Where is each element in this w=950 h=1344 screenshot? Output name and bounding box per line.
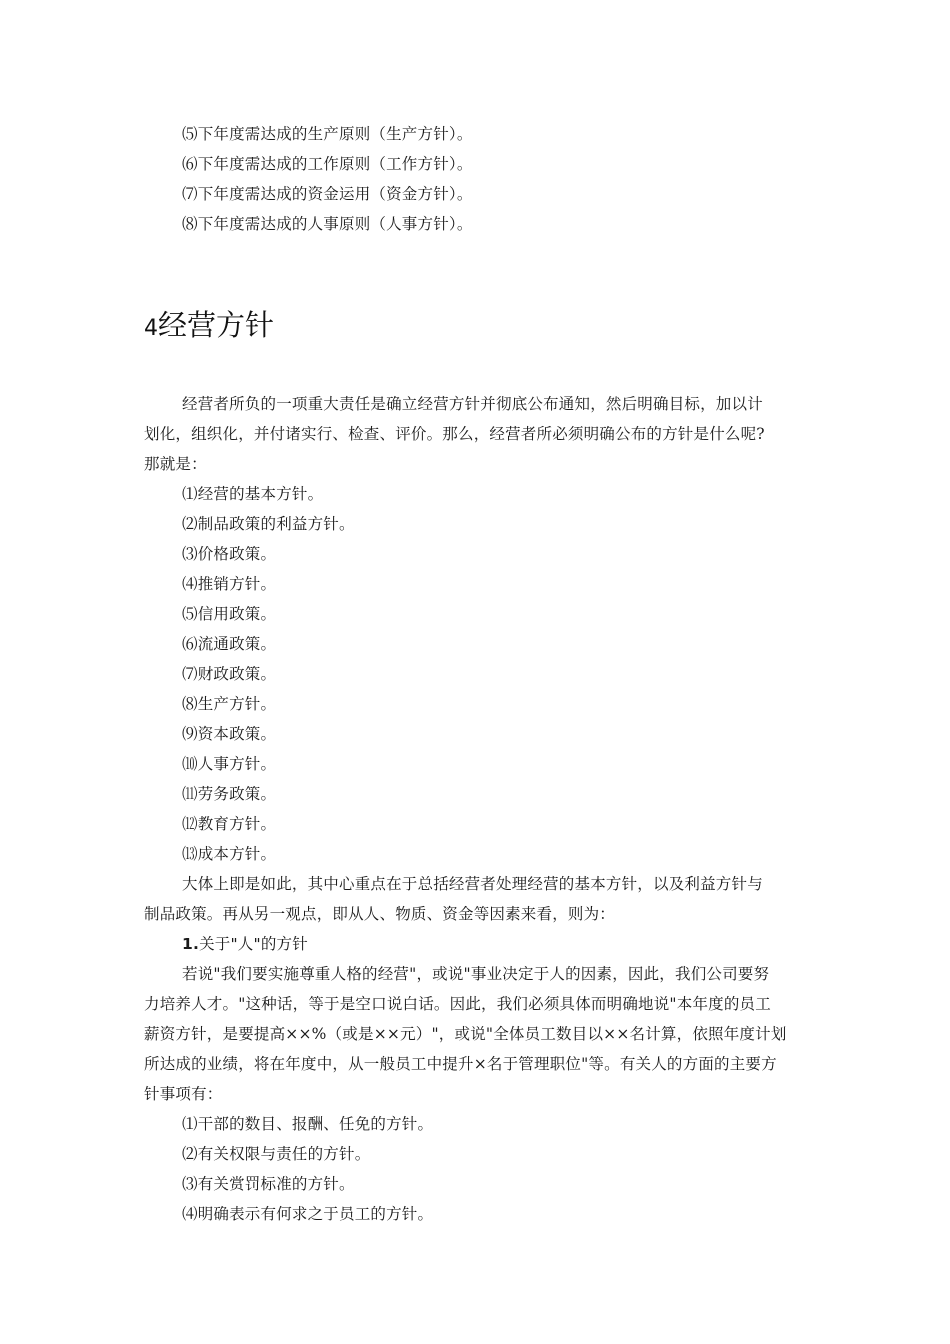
- subsection-number: 1.: [182, 935, 200, 953]
- top-list-item-7: ⑺下年度需达成的资金运用（资金方针）。: [182, 185, 473, 203]
- people-para-line-2: 力培养人才。"这种话，等于是空口说白话。因此，我们必须具体而明确地说"本年度的员工: [144, 995, 771, 1013]
- section-title: 经营方针: [158, 308, 275, 342]
- subsection-heading: [182, 934, 308, 954]
- policy-item: ⑾劳务政策。: [182, 785, 277, 803]
- policy-item: ⑶价格政策。: [182, 545, 277, 563]
- policy-item: ⑼资本政策。: [182, 725, 277, 743]
- policy-item: ⑷推销方针。: [182, 575, 277, 593]
- people-para-line-1: 若说"我们要实施尊重人格的经营"，或说"事业决定于人的因素，因此，我们公司要努: [182, 965, 770, 983]
- policy-item: ⒀成本方针。: [182, 845, 277, 863]
- policy-item: ⑿教育方针。: [182, 815, 277, 833]
- people-item: ⑴干部的数目、报酬、任免的方针。: [182, 1115, 434, 1133]
- intro-line-3: 那就是：: [144, 455, 207, 473]
- summary-line-1: 大体上即是如此，其中心重点在于总括经营者处理经营的基本方针，以及利益方针与: [182, 875, 763, 893]
- policy-item: ⑺财政政策。: [182, 665, 277, 683]
- section-heading: [144, 305, 274, 349]
- people-item: ⑶有关赏罚标准的方针。: [182, 1175, 355, 1193]
- people-para-line-5: 针事项有：: [144, 1085, 223, 1103]
- intro-line-1: 经营者所负的一项重大责任是确立经营方针并彻底公布通知，然后明确目标，加以计: [182, 395, 763, 413]
- policy-item: ⑻生产方针。: [182, 695, 277, 713]
- top-list-item-5: ⑸下年度需达成的生产原则（生产方针）。: [182, 125, 473, 143]
- policy-item: ⑵制品政策的利益方针。: [182, 515, 355, 533]
- subsection-title: 关于"人"的方针: [199, 935, 308, 953]
- people-para-line-4: 所达成的业绩，将在年度中，从一般员工中提升×名于管理职位"等。有关人的方面的主要方: [144, 1055, 777, 1073]
- intro-line-2: 划化，组织化，并付诸实行、检查、评价。那么，经营者所必须明确公布的方针是什么呢?: [144, 425, 765, 443]
- policy-item: ⑽人事方针。: [182, 755, 277, 773]
- top-list-item-6: ⑹下年度需达成的工作原则（工作方针）。: [182, 155, 473, 173]
- people-item: ⑵有关权限与责任的方针。: [182, 1145, 371, 1163]
- section-number: 4: [144, 316, 158, 341]
- policy-item: ⑸信用政策。: [182, 605, 277, 623]
- people-para-line-3: 薪资方针，是要提高××%（或是××元）"，或说"全体员工数目以××名计算，依照年度计划: [144, 1025, 787, 1043]
- policy-item: ⑹流通政策。: [182, 635, 277, 653]
- top-list-item-8: ⑻下年度需达成的人事原则（人事方针）。: [182, 215, 473, 233]
- summary-line-2: 制品政策。再从另一观点，即从人、物质、资金等因素来看，则为：: [144, 905, 616, 923]
- people-item: ⑷明确表示有何求之于员工的方针。: [182, 1205, 434, 1223]
- policy-item: ⑴经营的基本方针。: [182, 485, 324, 503]
